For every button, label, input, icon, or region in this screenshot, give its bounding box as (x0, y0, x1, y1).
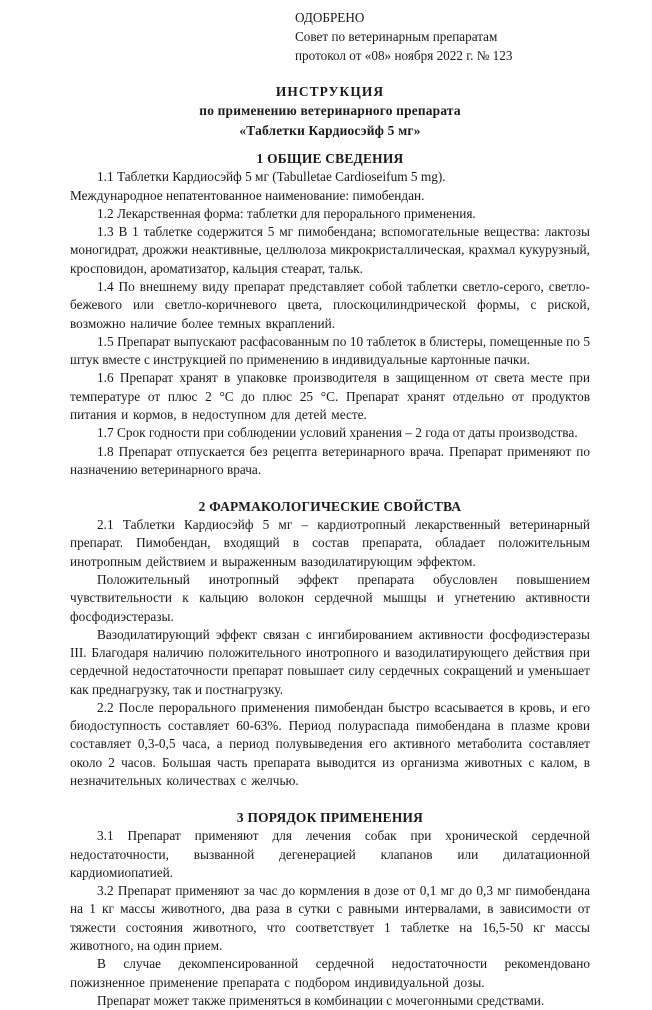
title-line-subject: по применению ветеринарного препарата (199, 103, 461, 119)
paragraph-1-6: 1.6 Препарат хранят в упаковке производителя в защищенном от света месте при температуре от плюс 2 °С до плюс 25 °С. Препарат хранят отдельно от продуктов питания и кормов, в недоступном для детей месте. (70, 370, 590, 422)
paragraph-1-3: 1.3 В 1 таблетке содержится 5 мг пимобендана; вспомогательные вещества: лактозы моногидрат, дрожжи неактивные, целлюлоза микрокристаллическая, крахмал кукурузный, кросповидон, ароматизатор, кальция стеарат, тальк. (70, 224, 590, 276)
paragraph-3-decompensated: В случае декомпенсированной сердечной недостаточности рекомендовано пожизненное применение препарата с подбором индивидуальной дозы. (70, 956, 590, 990)
section-heading-2: 2 ФАРМАКОЛОГИЧЕСКИЕ СВОЙСТВА (198, 499, 462, 515)
paragraph-3-2: 3.2 Препарат применяют за час до кормления в дозе от 0,1 мг до 0,3 мг пимобендана на 1 кг массы животного, два раза в сутки с равными интервалами, в зависимости от тяжести состояния животного, что соответствует 1 таблетке на 16,5-50 кг массы животного, на один прием. (70, 883, 590, 953)
paragraph-1-2: 1.2 Лекарственная форма: таблетки для перорального применения. (97, 205, 476, 221)
approval-line-2: Совет по ветеринарным препаратам (295, 29, 498, 44)
approval-line-3: протокол от «08» ноября 2022 г. № 123 (295, 48, 513, 63)
paragraph-1-5: 1.5 Препарат выпускают расфасованным по 10 таблеток в блистеры, помещенные по 5 штук вместе с инструкцией по применению в индивидуальные картонные пачки. (70, 333, 590, 368)
section-heading-3: 3 ПОРЯДОК ПРИМЕНЕНИЯ (236, 810, 424, 826)
title-line-product: «Таблетки Кардиосэйф 5 мг» (239, 122, 421, 138)
paragraph-1-1-inn: Международное непатентованное наименование: пимобендан. (70, 187, 425, 203)
paragraph-1-8: 1.8 Препарат отпускается без рецепта ветеринарного врача. Препарат применяют по назначению ветеринарного врача. (70, 443, 590, 477)
document-title (70, 82, 590, 140)
approval-block (70, 8, 590, 65)
paragraph-2-1-inotropic: Положительный инотропный эффект препарата обусловлен повышением чувствительности к кальцию волокон сердечной мышцы и угнетению активности фосфодиэстеразы. (70, 571, 590, 624)
title-line-instruction: ИНСТРУКЦИЯ (275, 84, 385, 99)
paragraph-1-7: 1.7 Срок годности при соблюдении условий хранения – 2 года от даты производства. (97, 425, 578, 441)
approval-line-1: ОДОБРЕНО (295, 10, 365, 25)
paragraph-2-1: 2.1 Таблетки Кардиосэйф 5 мг – кардиотропный лекарственный ветеринарный препарат. Пимобендан, входящий в состав препарата, обладает положительным инотропным действием и выраженным вазодилатирующим эффектом. (70, 517, 590, 569)
paragraph-1-4: 1.4 По внешнему виду препарат представляет собой таблетки светло-серого, светло-бежевого или светло-коричневого цвета, плоскоцилиндрической формы, с риской, возможно наличие более темных вкраплений. (70, 279, 590, 331)
section-heading-1: 1 ОБЩИЕ СВЕДЕНИЯ (256, 151, 404, 167)
paragraph-3-diuretics: Препарат может также применяться в комбинации с мочегонными средствами. (97, 992, 545, 1008)
paragraph-2-1-vasodilating: Вазодилатирующий эффект связан с ингибированием активности фосфодиэстеразы III. Благодаря наличию положительного инотропного и вазодилатирующего действия при сердечной недостаточности препарат повышает силу сердечных сокращений и уменьшает как преднагрузку, так и постнагрузку. (70, 626, 590, 697)
paragraph-3-1: 3.1 Препарат применяют для лечения собак при хронической сердечной недостаточности, вызванной дегенерацией клапанов или дилатационной кардиомиопатией. (70, 828, 590, 880)
paragraph-2-2: 2.2 После перорального применения пимобендан быстро всасывается в кровь, и его биодоступность составляет 60-63%. Период полураспада пимобендана в плазме крови составляет 0,3-0,5 часа, а период полувыведения его активного метаболита составляет около 2 часов. Большая часть препарата выводится из организма животных с калом, в незначительных количествах с желчью. (70, 699, 590, 789)
paragraph-1-1: 1.1 Таблетки Кардиосэйф 5 мг (Tabulletae Cardioseifum 5 mg). (97, 169, 446, 185)
